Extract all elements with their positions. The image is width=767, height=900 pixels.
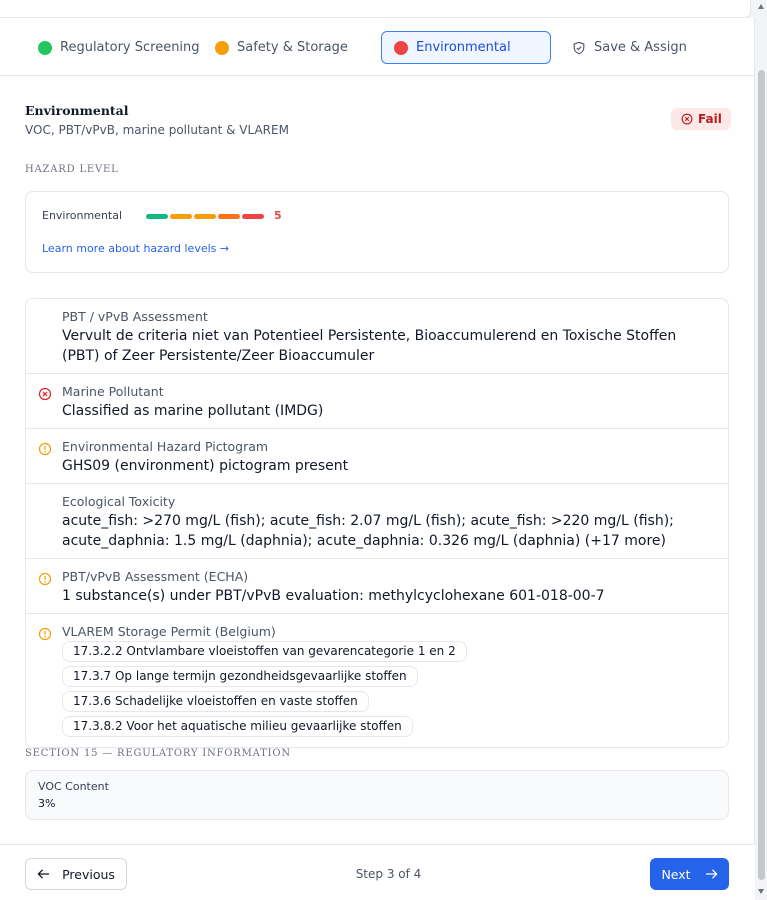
section-subtitle: VOC, PBT/vPvB, marine pollutant & VLAREM [25, 123, 289, 137]
status-badge [671, 108, 731, 130]
hazard-meter [146, 214, 266, 219]
hazard-segment [242, 214, 264, 219]
assessment-label: PBT / vPvB Assessment [62, 309, 208, 324]
hazard-info-link[interactable]: Learn more about hazard levels → [42, 242, 230, 255]
assessment-vlarem [26, 614, 728, 747]
tab-label: Regulatory Screening [60, 40, 200, 55]
scrollbar-thumb[interactable] [758, 70, 765, 880]
status-badge-label: Fail [698, 112, 722, 126]
scroll-up-arrow-icon[interactable] [758, 4, 764, 9]
hazard-segment [194, 214, 216, 219]
assessment-value: 1 substance(s) under PBT/vPvB evaluation: methylcyclohexane 601-018-00-7 [62, 588, 605, 604]
assessment-list [25, 298, 729, 748]
status-dot-icon [215, 41, 229, 55]
tab-label: Safety & Storage [237, 40, 348, 55]
assessment-label: PBT/vPvB Assessment (ECHA) [62, 569, 249, 584]
assessment-pbt-vpvb [26, 299, 728, 374]
section15-heading: SECTION 15 — REGULATORY INFORMATION [25, 748, 291, 759]
next-label: Next [661, 866, 691, 882]
wizard-footer [0, 844, 755, 900]
x-circle-icon [38, 387, 52, 401]
assessment-value: GHS09 (environment) pictogram present [62, 458, 349, 474]
assessment-label: VLAREM Storage Permit (Belgium) [62, 624, 276, 639]
hazard-card [25, 191, 729, 273]
hazard-level-value: 5 [274, 209, 282, 222]
tab-label: Save & Assign [594, 40, 687, 55]
section-title: Environmental [25, 103, 129, 118]
assessment-label: Ecological Toxicity [62, 494, 176, 509]
assessment-marine-pollutant [26, 374, 728, 429]
tab-regulatory-screening[interactable] [26, 31, 200, 64]
wizard-panel [0, 18, 755, 900]
scroll-down-arrow-icon[interactable] [758, 889, 764, 894]
x-circle-icon [681, 113, 693, 125]
vlarem-chip: 17.3.7 Op lange termijn gezondheidsgevaarlijke stoffen [62, 666, 418, 687]
status-dot-icon [38, 41, 52, 55]
tab-label: Environmental [416, 40, 511, 55]
voc-content-card [25, 770, 729, 820]
assessment-hazard-pictogram [26, 429, 728, 484]
hazard-segment [146, 214, 168, 219]
previous-label: Previous [62, 866, 115, 882]
assessment-value: Vervult de criteria niet van Potentieel Persistente, Bioaccumulerend en Toxische Stoffen (PBT) of Zeer Persistente/Zeer Bioaccumuler [62, 328, 677, 364]
assessment-label: Environmental Hazard Pictogram [62, 439, 269, 454]
vlarem-chip: 17.3.6 Schadelijke vloeistoffen en vaste stoffen [62, 691, 369, 712]
scrollbar[interactable] [756, 0, 767, 900]
status-dot-icon [394, 41, 408, 55]
vlarem-chip-list [62, 641, 708, 741]
voc-value: 3% [38, 797, 56, 810]
tab-environmental[interactable] [381, 31, 551, 64]
shield-check-icon [572, 41, 586, 55]
warning-circle-icon [38, 572, 52, 586]
step-tabs [0, 18, 755, 76]
assessment-label: Marine Pollutant [62, 384, 164, 399]
assessment-pbt-echa [26, 559, 728, 614]
next-button[interactable] [650, 858, 729, 890]
vlarem-chip: 17.3.8.2 Voor het aquatische milieu gevaarlijke stoffen [62, 716, 413, 737]
voc-label: VOC Content [38, 780, 109, 793]
tab-safety-storage[interactable] [203, 31, 363, 64]
tab-save-assign[interactable] [560, 31, 700, 64]
step-indicator: Step 3 of 4 [355, 867, 422, 881]
arrow-right-icon [705, 868, 718, 880]
warning-circle-icon [38, 442, 52, 456]
hazard-segment [170, 214, 192, 219]
hazard-segment [218, 214, 240, 219]
hazard-label: Environmental [42, 209, 123, 222]
hazard-level-heading: HAZARD LEVEL [25, 164, 119, 175]
assessment-value: acute_fish: >270 mg/L (fish); acute_fish: 2.07 mg/L (fish); acute_fish: >220 mg/L (fish); acute_daphnia: 1.5 mg/L (daphnia); acute_daphnia: 0.326 mg/L (daphnia) (+17 more) [62, 513, 674, 549]
warning-circle-icon [38, 627, 52, 641]
vlarem-chip: 17.3.2.2 Ontvlambare vloeistoffen van gevarencategorie 1 en 2 [62, 641, 467, 662]
assessment-ecological-toxicity [26, 484, 728, 559]
assessment-value: Classified as marine pollutant (IMDG) [62, 403, 324, 419]
top-card-edge [0, 0, 751, 18]
